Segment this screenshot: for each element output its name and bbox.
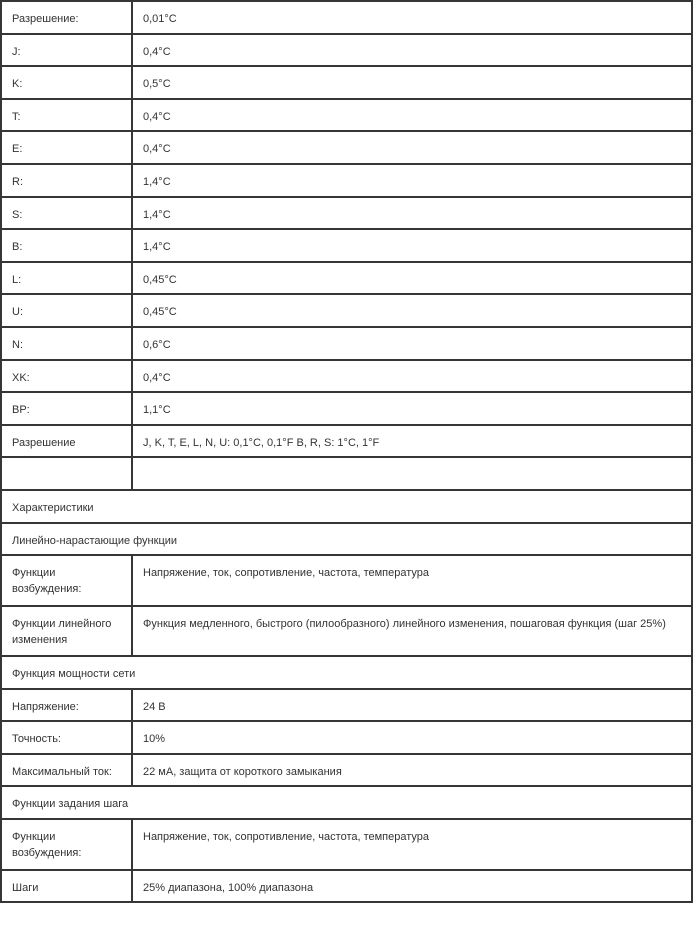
table-row: [1, 555, 692, 606]
row-label: Разрешение: [1, 425, 132, 458]
table-row: [1, 131, 692, 164]
row-value: 1,4°C: [132, 164, 692, 197]
row-label: B:: [1, 229, 132, 262]
row-value: 0,45°C: [132, 262, 692, 295]
section-heading-ramp-functions: Линейно-нарастающие функции: [1, 523, 692, 556]
row-label: S:: [1, 197, 132, 230]
row-value: 0,4°C: [132, 360, 692, 393]
table-row: [1, 689, 692, 722]
row-label: U:: [1, 294, 132, 327]
table-row: [1, 392, 692, 425]
row-value: 0,6°C: [132, 327, 692, 360]
row-value: 0,01°C: [132, 1, 692, 34]
row-label: Функции возбуждения:: [1, 555, 132, 606]
row-label: BP:: [1, 392, 132, 425]
row-label: Напряжение:: [1, 689, 132, 722]
table-row: [1, 229, 692, 262]
row-value: 1,4°C: [132, 197, 692, 230]
row-value: 1,1°C: [132, 392, 692, 425]
row-label: Максимальный ток:: [1, 754, 132, 787]
row-label: R:: [1, 164, 132, 197]
section-heading-loop-power: Функция мощности сети: [1, 656, 692, 689]
section-row: [1, 656, 692, 689]
table-row: [1, 721, 692, 754]
table-row: [1, 819, 692, 870]
row-label: K:: [1, 66, 132, 99]
table-row: [1, 425, 692, 458]
row-label: J:: [1, 34, 132, 67]
row-value: 0,4°C: [132, 34, 692, 67]
section-heading-characteristics: Характеристики: [1, 490, 692, 523]
row-value: Напряжение, ток, сопротивление, частота, температура: [132, 555, 692, 606]
row-value: [132, 457, 692, 490]
row-value: 22 мА, защита от короткого замыкания: [132, 754, 692, 787]
table-row: [1, 606, 692, 657]
row-value: 0,5°C: [132, 66, 692, 99]
table-row: [1, 294, 692, 327]
row-label: Точность:: [1, 721, 132, 754]
row-label: Шаги: [1, 870, 132, 903]
table-row: [1, 262, 692, 295]
row-label: Функции возбуждения:: [1, 819, 132, 870]
table-row: [1, 1, 692, 34]
empty-row: [1, 457, 692, 490]
row-value: Напряжение, ток, сопротивление, частота, температура: [132, 819, 692, 870]
table-row: [1, 164, 692, 197]
section-row: [1, 490, 692, 523]
table-row: [1, 327, 692, 360]
table-row: [1, 197, 692, 230]
row-value: J, K, T, E, L, N, U: 0,1°C, 0,1°F B, R, S: 1°C, 1°F: [132, 425, 692, 458]
row-label: T:: [1, 99, 132, 132]
row-label: Функции линейного изменения: [1, 606, 132, 657]
table-row: [1, 754, 692, 787]
section-row: [1, 786, 692, 819]
row-label: E:: [1, 131, 132, 164]
row-label: XK:: [1, 360, 132, 393]
table-row: [1, 360, 692, 393]
row-value: 1,4°C: [132, 229, 692, 262]
section-heading-step-functions: Функции задания шага: [1, 786, 692, 819]
table-row: [1, 99, 692, 132]
row-value: 25% диапазона, 100% диапазона: [132, 870, 692, 903]
section-row: [1, 523, 692, 556]
row-value: 0,4°C: [132, 99, 692, 132]
row-value: 10%: [132, 721, 692, 754]
row-label: N:: [1, 327, 132, 360]
table-row: [1, 34, 692, 67]
table-row: [1, 66, 692, 99]
row-value: Функция медленного, быстрого (пилообразного) линейного изменения, пошаговая функция (шаг 25%): [132, 606, 692, 657]
row-value: 0,4°C: [132, 131, 692, 164]
row-label: Разрешение:: [1, 1, 132, 34]
row-label: [1, 457, 132, 490]
row-value: 24 В: [132, 689, 692, 722]
table-row: [1, 870, 692, 903]
row-value: 0,45°C: [132, 294, 692, 327]
row-label: L:: [1, 262, 132, 295]
